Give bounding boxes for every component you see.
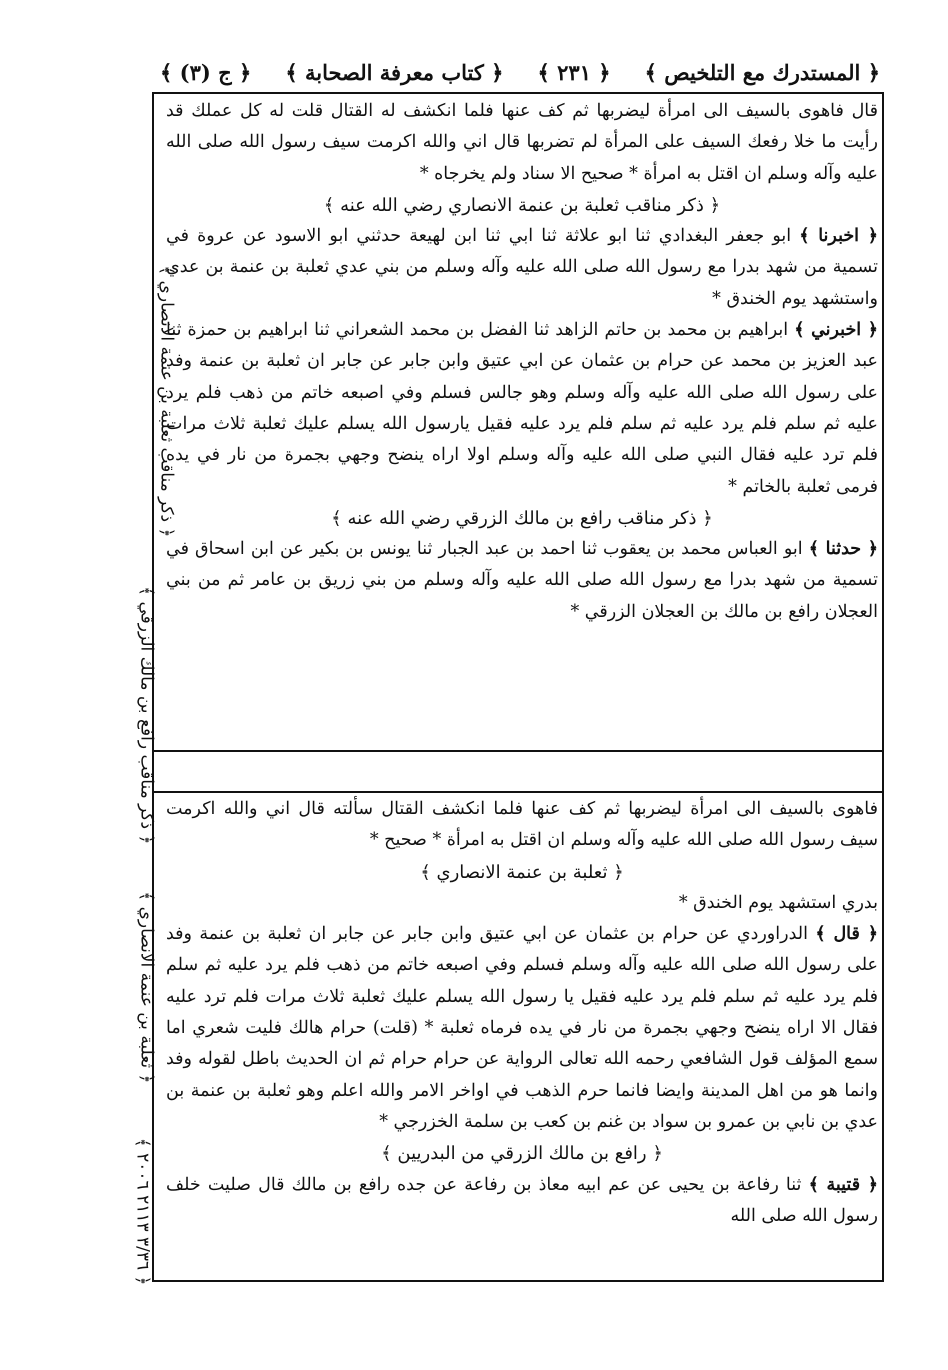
paragraph bbox=[166, 221, 878, 315]
section-divider-bottom bbox=[152, 791, 884, 793]
main-text-mustadrak bbox=[166, 96, 878, 751]
header-page-number: ﴿ ٢٣١ ﴾ bbox=[537, 59, 611, 85]
paragraph-lead: ﴿ حدثنا ﴾ bbox=[808, 539, 878, 560]
margin-note-thalaba-summary: ﴿ ثعلبة بن عنمة الانصاري ﴾ bbox=[136, 891, 157, 1084]
paragraph-text: الدراوردي عن حرام بن عثمان عن ابي عتيق وابن جابر عن جابر ان ثعلبة بن عنمة وفد على رسول الله صلى الله عليه وآله وسلم فسلم وفي اصبعه خاتم من ذهب فلم يرد عليه ثم سلم فلم يرد عليه ثم سلم فلم يرد عليه فقيل يا رسول الله يسلم عليك ثعلبة ثلاث مرات فلم ترد عليه فقال الا اراه ينضح وجهي بجمرة من نار في يده فرماه ثعلبة * (قلت) حرام هالك فليت شعري اما سمع المؤلف قول الشافعي رحمه الله تعالى الرواية عن حرام حرام ثم ان الحديث باطل لقوله وفد وانما هو من اهل المدينة وايضا فانما حرم الذهب في اواخر الامر والله اعلم وهو ثعلبة بن عنمة بن عدي بن نابي بن عمرو بن سواد بن غنم بن كعب بن سلمة الخزرجي * bbox=[166, 924, 878, 1132]
paragraph-lead: ﴿ قتيبة ﴾ bbox=[808, 1174, 878, 1195]
margin-note-reference: ﴿ ٣/٣٦ ٢١١٣ ٢٠٠٦ ﴾ bbox=[132, 1137, 153, 1286]
paragraph-lead: ﴿ اخبرنا ﴾ bbox=[799, 226, 878, 247]
section-heading: ﴿ ذكر مناقب رافع بن مالك الزرقي رضي الله عنه ﴾ bbox=[331, 507, 713, 529]
summary-text-talkhis bbox=[166, 794, 878, 1279]
margin-note-thalaba: ﴿ ذكر مناقب ثعلبة بن عنمة الانصاري ﴾ bbox=[156, 265, 177, 538]
section-heading: ﴿ ذكر مناقب ثعلبة بن عنمة الانصاري رضي الله عنه ﴾ bbox=[323, 194, 721, 216]
paragraph-text: ابراهيم بن محمد بن حاتم الزاهد ثنا الفضل بن محمد الشعراني ثنا ابراهيم بن حمزة ثنا عبد العزيز بن محمد عن حرام بن عثمان عن ابي عتيق وابن جابر عن جابر ان ثعلبة بن عنمة وفد على رسول الله صلى الله عليه وآله وسلم وهو جالس فسلم وفي اصبعه خاتم من ذهب فلم يرد عليه ثم سلم فلم يرد عليه ثم سلم فلم يرد عليه فقيل يارسول الله يسلم عليك ثعلبة ثلاث مرات فلم ترد عليه فقال النبي صلى الله عليه وآله وسلم اولا اراه ينضح وجهي بجمرة من نار في يده فرمى ثعلبة بالخاتم * bbox=[166, 320, 878, 497]
paragraph: قال فاهوى بالسيف الى امرأة ليضربها ثم كف عنها فلما انكشف له القتال قلت له كل عملك قد رأيت ما خلا رفعك السيف على المرأة لم تضربها قال اني والله اكرمت سيف رسول الله صلى الله عليه وآله وسلم ان اقتل به امرأة * صحيح الا سناد ولم يخرجاه * bbox=[166, 101, 878, 184]
paragraph-lead: ﴿ قال ﴾ bbox=[815, 924, 878, 945]
header-section-title: ﴿ كتاب معرفة الصحابة ﴾ bbox=[285, 59, 504, 85]
paragraph-text: ابو جعفر البغدادي ثنا ابو علاثة ثنا ابي ثنا ابن لهيعة حدثني ابو الاسود عن عروة في تسمية من شهد بدرا مع رسول الله صلى الله عليه وآله وسلم من بني عدي ثعلبة بن عنمة بن عدي واستشهد يوم الخندق * bbox=[166, 226, 878, 309]
section-heading: ﴿ ثعلبة بن عنمة الانصاري ﴾ bbox=[420, 861, 624, 883]
header-book-title: ﴿ المستدرك مع التلخيص ﴾ bbox=[644, 59, 880, 85]
header-volume: ﴿ ج (٣) ﴾ bbox=[160, 59, 252, 85]
paragraph: فاهوى بالسيف الى امرأة ليضربها ثم كف عنها فلما انكشف القتال سألته قال اني والله اكرمت سيف رسول الله صلى الله عليه وآله وسلم ان اقتل به امرأة * صحيح * bbox=[166, 799, 878, 851]
section-heading: ﴿ رافع بن مالك الزرقي من البدريين ﴾ bbox=[381, 1143, 663, 1165]
paragraph bbox=[166, 919, 878, 1138]
page-header bbox=[160, 52, 880, 92]
paragraph bbox=[166, 534, 878, 628]
paragraph bbox=[166, 315, 878, 503]
paragraph-lead: ﴿ اخبرني ﴾ bbox=[794, 320, 878, 341]
margin-note-rafi: ﴿ ذكر مناقب رافع بن مالك الزرقي ﴾ bbox=[136, 586, 157, 845]
paragraph-text: ثنا رفاعة بن يحيى عن عم ابيه معاذ بن رفاعة عن جده رافع بن مالك قال صليت خلف رسول الله صلى الله bbox=[166, 1174, 878, 1226]
paragraph-text: ابو العباس محمد بن يعقوب ثنا احمد بن عبد الجبار ثنا يونس بن بكير عن ابن اسحاق في تسمية من شهد بدرا مع رسول الله صلى الله عليه وآله وسلم من بني زريق بن عامر ثم من بني العجلان رافع بن مالك بن العجلان الزرقي * bbox=[166, 539, 878, 622]
paragraph bbox=[166, 1170, 878, 1233]
paragraph: بدري استشهد يوم الخندق * bbox=[678, 892, 878, 913]
